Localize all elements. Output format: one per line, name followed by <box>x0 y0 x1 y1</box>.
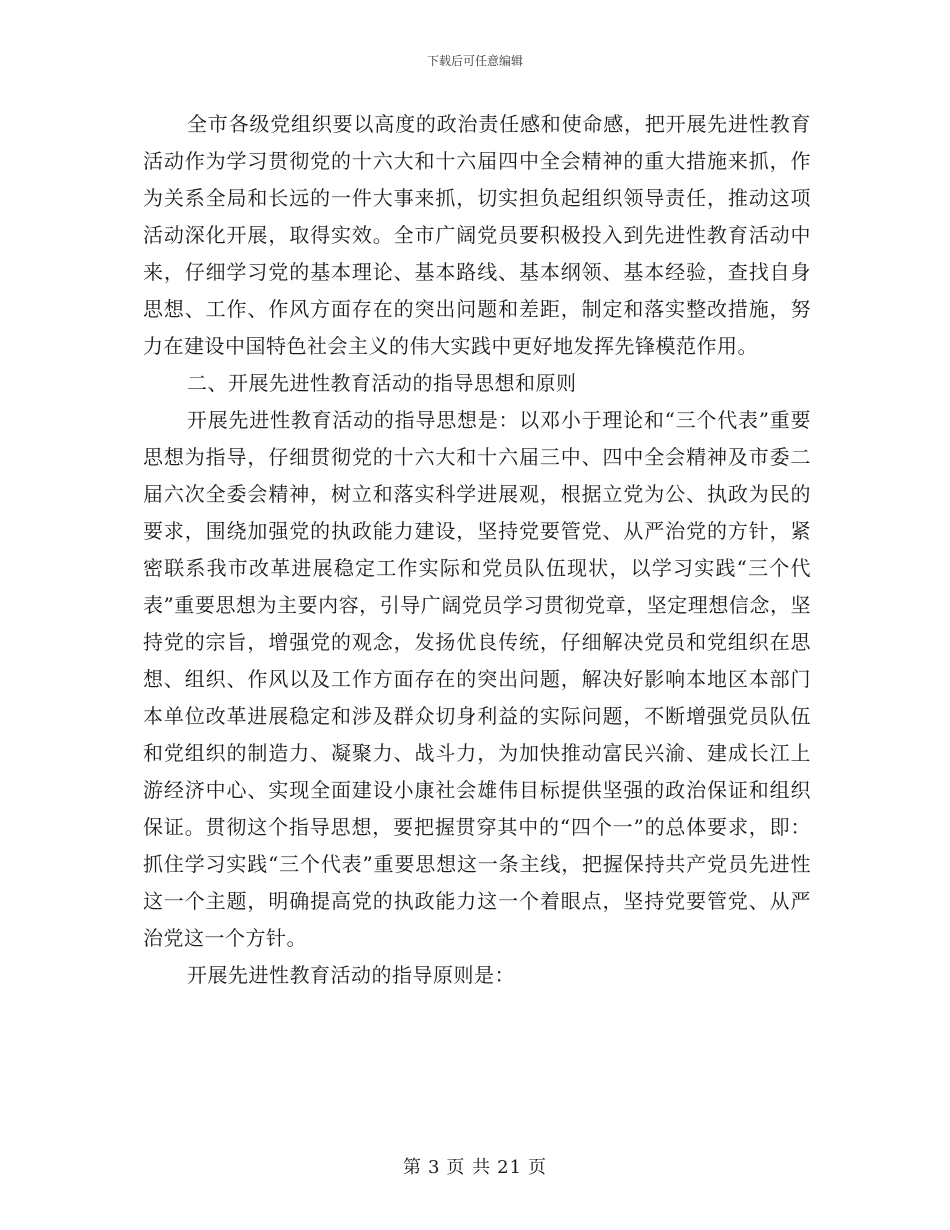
page-footer <box>0 1153 950 1179</box>
header-note: 下载后可任意编辑 <box>426 54 523 68</box>
section-heading-guiding-principles: 二、开展先进性教育活动的指导思想和原则 <box>187 371 577 395</box>
paragraph-party-responsibility: 全市各级党组织要以高度的政治责任感和使命感，把开展先进性教育活动作为学习贯彻党的十六大和十六届四中全会精神的重大措施来抓，作为关系全局和长远的一件大事来抓，切实担负起组织领导责任，推动这项活动深化开展，取得实效。全市广阔党员要积极投入到先进性教育活动中来，仔细学习党的基本理论、基本路线、基本纲领、基本经验，查找自身思想、工作、作风方面存在的突出问题和差距，制定和落实整改措施，努力在建设中国特色社会主义的伟大实践中更好地发挥先锋模范作用。 <box>143 112 811 358</box>
footer-middle: 页 共 <box>446 1157 492 1178</box>
paragraph-guiding-principles-intro: 开展先进性教育活动的指导原则是： <box>187 963 515 987</box>
footer-total-pages: 21 <box>497 1157 523 1178</box>
document-body <box>143 106 811 994</box>
footer-prefix: 第 <box>402 1157 422 1178</box>
paragraph-guiding-thought: 开展先进性教育活动的指导思想是：以邓小于理论和“三个代表”重要思想为指导，仔细贯彻党的十六大和十六届三中、四中全会精神及市委二届六次全委会精神，树立和落实科学进展观，根据立党为公、执政为民的要求，围绕加强党的执政能力建设，坚持党要管党、从严治党的方针，紧密联系我市改革进展稳定工作实际和党员队伍现状，以学习实践“三个代表”重要思想为主要内容，引导广阔党员学习贯彻党章，坚定理想信念，坚持党的宗旨，增强党的观念，发扬优良传统，仔细解决党员和党组织在思想、组织、作风以及工作方面存在的突出问题，解决好影响本地区本部门本单位改革进展稳定和涉及群众切身利益的实际问题，不断增强党员队伍和党组织的制造力、凝聚力、战斗力，为加快推动富民兴渝、建成长江上游经济中心、实现全面建设小康社会雄伟目标提供坚强的政治保证和组织保证。贯彻这个指导思想，要把握贯穿其中的“四个一”的总体要求，即：抓住学习实践“三个代表”重要思想这一条主线，把握保持共产党员先进性这一个主题，明确提高党的执政能力这一个着眼点，坚持党要管党、从严治党这一个方针。 <box>143 408 811 950</box>
footer-suffix: 页 <box>528 1157 548 1178</box>
footer-current-page: 3 <box>427 1157 441 1178</box>
